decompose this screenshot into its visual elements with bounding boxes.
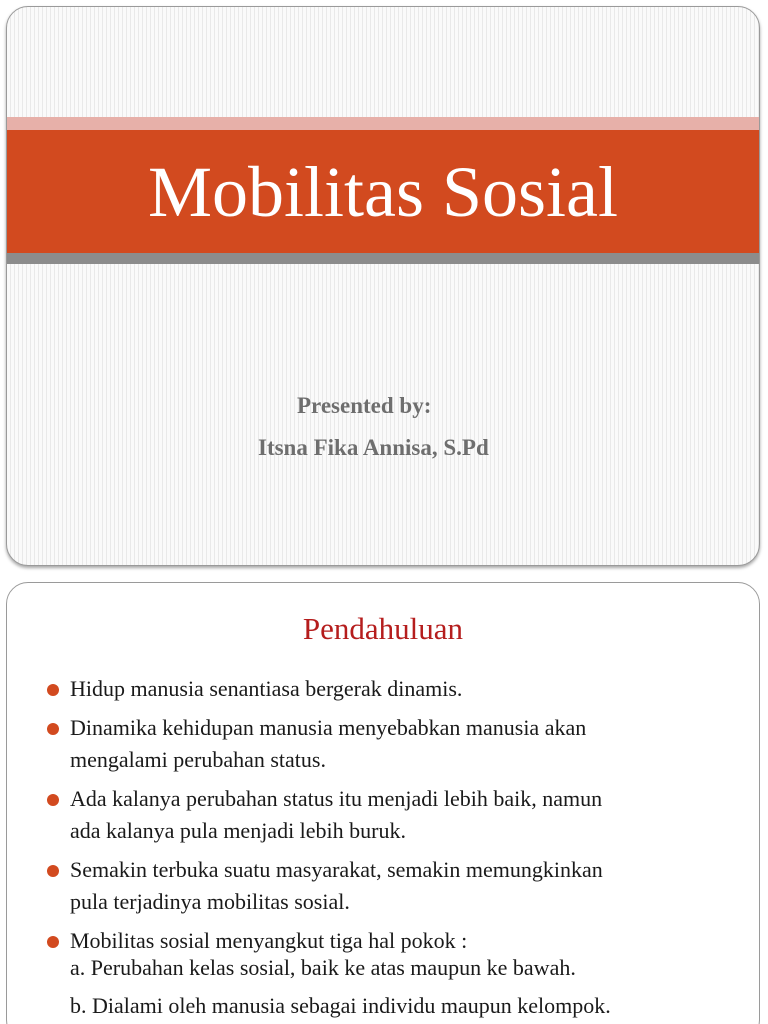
bullet-text: Dinamika kehidupan manusia menyebabkan manusia akan <box>70 715 587 740</box>
bullet-dot-icon <box>47 865 59 877</box>
bullet-item <box>45 712 745 776</box>
bullet-text-continued: pula terjadinya mobilitas sosial. <box>70 889 350 914</box>
bullet-dot-icon <box>47 723 59 735</box>
bullet-text: Hidup manusia senantiasa bergerak dinamis. <box>70 676 463 701</box>
bullet-text: Semakin terbuka suatu masyarakat, semakin memungkinkan <box>70 857 603 882</box>
sub-point-list <box>70 949 611 1024</box>
slide-title: Mobilitas Sosial <box>147 151 619 232</box>
bullet-text-continued: ada kalanya pula menjadi lebih buruk. <box>70 818 406 843</box>
sub-point-a: a. Perubahan kelas sosial, baik ke atas maupun ke bawah. <box>70 955 576 980</box>
bullet-text-continued: mengalami perubahan status. <box>70 747 326 772</box>
presenter-name: Itsna Fika Annisa, S.Pd <box>258 435 489 460</box>
bullet-list <box>45 673 745 964</box>
sub-point-b: b. Dialami oleh manusia sebagai individu maupun kelompok. <box>70 993 611 1018</box>
title-band-top-stripe <box>7 117 759 130</box>
bullet-item <box>45 854 745 918</box>
title-band <box>7 130 759 253</box>
bullet-text: Mobilitas sosial menyangkut tiga hal pokok : <box>70 928 468 953</box>
title-slide <box>6 6 760 566</box>
bullet-item <box>45 783 745 847</box>
title-band-bottom-stripe <box>7 253 759 264</box>
bullet-dot-icon <box>47 684 59 696</box>
bullet-text: Ada kalanya perubahan status itu menjadi lebih baik, namun <box>70 786 603 811</box>
content-slide <box>6 582 760 1024</box>
bullet-dot-icon <box>47 794 59 806</box>
presented-by-label: Presented by: <box>297 393 432 418</box>
section-heading: Pendahuluan <box>302 611 464 646</box>
bullet-item <box>45 673 745 705</box>
bullet-dot-icon <box>47 936 59 948</box>
